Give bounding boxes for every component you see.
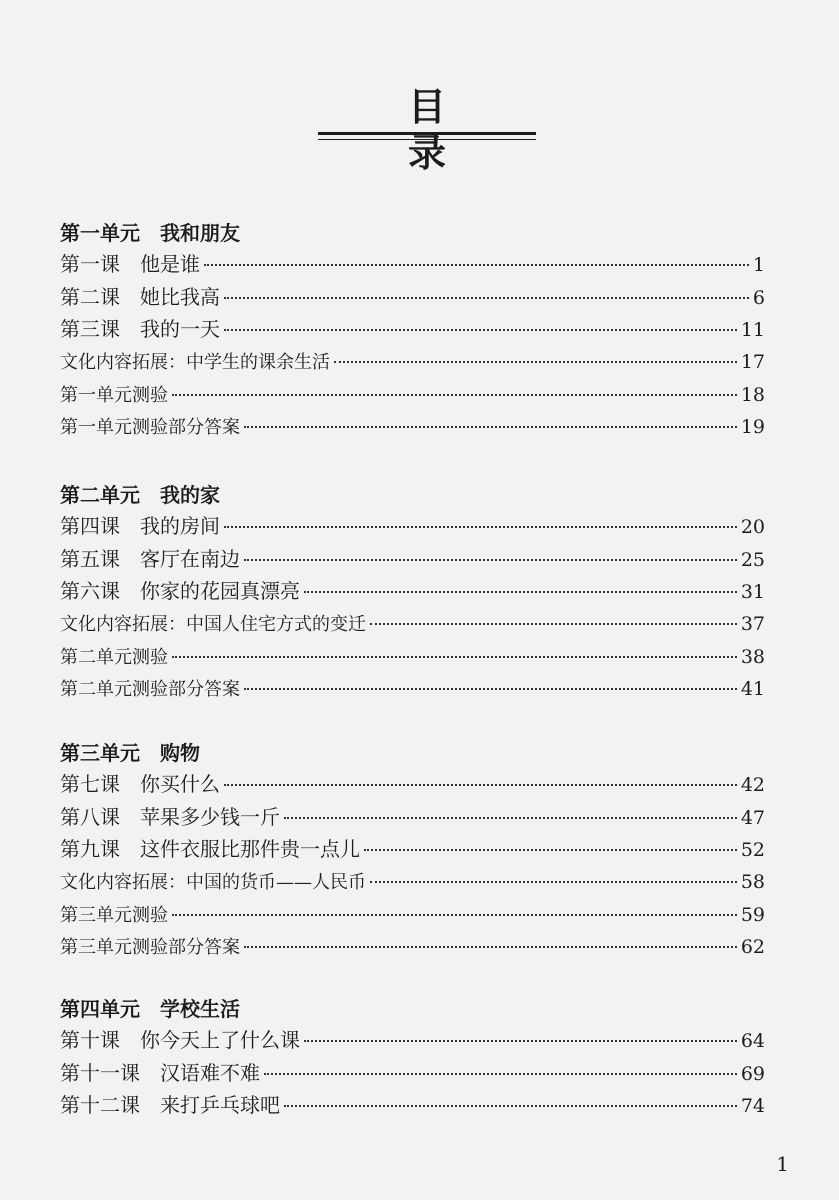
dot-leader [304,591,737,593]
dot-leader [284,1105,737,1107]
toc-entry-page: 52 [740,839,765,862]
toc-title-block [318,84,536,175]
dot-leader [172,914,737,916]
dot-leader [370,881,737,883]
dot-leader [172,656,737,658]
toc-entry-label: 第七课 你买什么 [60,772,220,796]
toc-entry-label: 第十课 你今天上了什么课 [60,1028,300,1052]
toc-entry-page: 6 [752,286,765,309]
page-title: 目 录 [407,85,486,175]
toc-entry[interactable] [60,1024,765,1057]
dot-leader [334,361,737,363]
dot-leader [284,817,737,819]
toc-entry[interactable] [60,379,765,412]
toc-entry-label: 第九课 这件衣服比那件贵一点儿 [60,837,360,862]
unit-title: 第三单元 购物 [60,741,200,765]
dot-leader [244,946,737,948]
toc-entry-page: 17 [740,351,765,374]
toc-entry[interactable] [60,575,765,608]
toc-entry-page: 74 [740,1095,765,1118]
toc-entry[interactable] [60,1057,765,1090]
dot-leader [244,688,737,690]
toc-entry[interactable] [60,641,765,674]
unit-section [60,738,765,964]
dot-leader [244,559,737,561]
toc-entry-label: 第三单元测验部分答案 [60,937,240,959]
dot-leader [224,297,749,299]
unit-title: 第二单元 我的家 [60,483,220,507]
toc-entry[interactable] [60,899,765,932]
toc-entry[interactable] [60,411,765,444]
toc-entry-label: 第十二课 来打乒乓球吧 [60,1093,280,1118]
toc-entry-page: 37 [740,613,765,636]
toc-entry-label: 第二单元测验 [60,646,168,668]
toc-entry-label: 第六课 你家的花园真漂亮 [60,579,300,604]
toc-entry[interactable] [60,673,765,706]
toc-entry-label: 第四课 我的房间 [60,514,220,538]
title-underline-thick [318,132,536,135]
dot-leader [224,526,737,528]
dot-leader [172,394,737,396]
toc-entry-label: 第三课 我的一天 [60,317,220,342]
toc-entry-page: 1 [752,254,765,276]
title-underline-thin [318,139,536,140]
toc-entry-label: 文化内容拓展：中国人住宅方式的变迁 [60,614,366,636]
dot-leader [204,264,749,266]
dot-leader [244,426,737,428]
toc-entry-page: 31 [740,581,765,604]
toc-entry-label: 第十一课 汉语难不难 [60,1060,260,1085]
dot-leader [224,329,737,331]
toc-entry[interactable] [60,313,765,346]
toc-entry[interactable] [60,833,765,866]
toc-entry[interactable] [60,931,765,964]
unit-title: 第一单元 我和朋友 [60,221,240,245]
toc-entry-label: 第二单元测验部分答案 [60,679,240,701]
toc-entry[interactable] [60,801,765,834]
toc-entry-label: 第八课 苹果多少钱一斤 [60,804,280,829]
toc-entry[interactable] [60,1089,765,1122]
dot-leader [264,1073,737,1075]
toc-entry-page: 38 [740,645,765,668]
toc-entry-label: 第二课 她比我高 [60,284,220,309]
toc-entry-page: 62 [740,936,765,959]
toc-entry-page: 19 [740,416,765,439]
toc-entry-label: 第一单元测验 [60,384,168,406]
toc-entry[interactable] [60,866,765,899]
toc-entry[interactable] [60,543,765,576]
toc-entry[interactable] [60,346,765,379]
toc-entry-page: 69 [740,1062,765,1085]
toc-entry-label: 第五课 客厅在南边 [60,546,240,571]
toc-entry[interactable] [60,768,765,801]
toc-entry-page: 11 [740,319,765,342]
dot-leader [370,623,737,625]
dot-leader [224,784,737,786]
toc-entry-page: 47 [740,806,765,829]
unit-title: 第四单元 学校生活 [60,997,240,1021]
dot-leader [364,849,737,851]
toc-entry-page: 20 [740,516,765,538]
toc-entry-label: 第一单元测验部分答案 [60,417,240,439]
toc-entry[interactable] [60,608,765,641]
toc-entry-page: 59 [740,903,765,926]
page-number: 1 [776,1152,789,1176]
toc-entry-page: 64 [740,1030,765,1052]
unit-section [60,994,765,1122]
toc-entry-page: 41 [740,678,765,701]
unit-section [60,480,765,706]
toc-entry-page: 18 [740,383,765,406]
toc-entry-label: 第一课 他是谁 [60,252,200,276]
toc-entry-label: 文化内容拓展：中学生的课余生活 [60,352,330,374]
toc-entry-label: 文化内容拓展：中国的货币——人民币 [60,872,366,894]
toc-entry[interactable] [60,281,765,314]
toc-entry[interactable] [60,248,765,281]
toc-entry-page: 25 [740,548,765,571]
toc-entry-label: 第三单元测验 [60,904,168,926]
toc-entry-page: 58 [740,871,765,894]
toc-entry[interactable] [60,510,765,543]
toc-entry-page: 42 [740,774,765,796]
dot-leader [304,1040,737,1042]
unit-section [60,218,765,444]
